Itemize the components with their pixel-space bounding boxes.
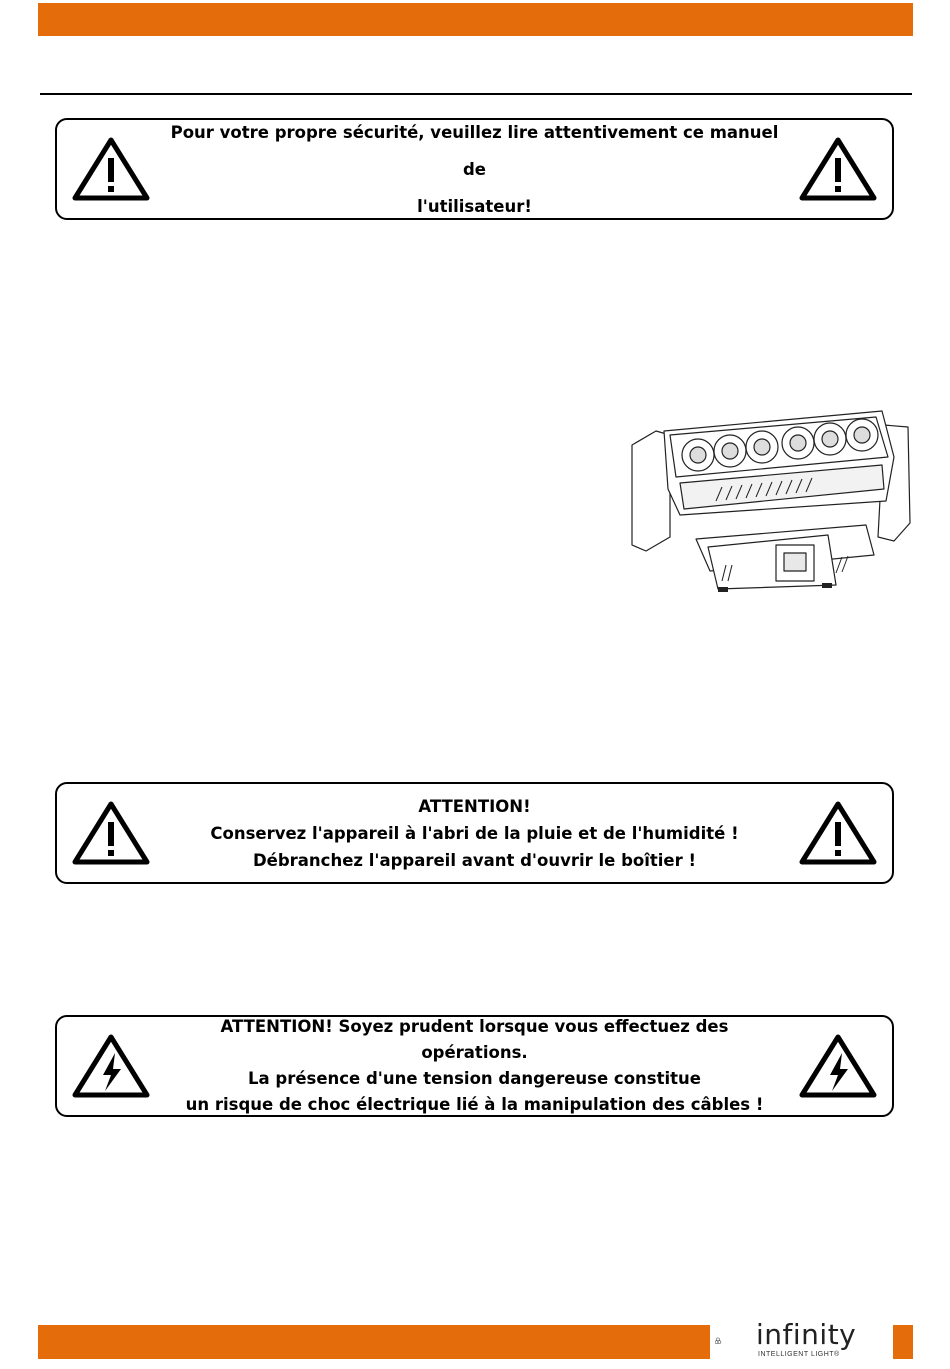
attention-heading: ATTENTION! [418,796,531,816]
infinity-logo-mark [715,1320,755,1362]
electric-hazard-icon [798,1033,878,1099]
electric-hazard-notice-box [55,1015,894,1117]
warning-triangle-icon [798,136,878,202]
infinity-logo-subtitle: INTELLIGENT LIGHT® [758,1351,840,1358]
safety-notice-box [55,118,894,220]
moving-head-bar-illustration [626,405,914,597]
electric-hazard-line-2: La présence d'une tension dangereuse constitue [247,1069,701,1088]
warning-triangle-icon [71,136,151,202]
safety-notice-line-2: l'utilisateur! [417,196,532,216]
warning-triangle-icon [798,800,878,866]
electric-hazard-line-1: ATTENTION! Soyez prudent lorsque vous effectuez des opérations. [220,1017,729,1062]
header-bar [38,3,913,36]
attention-line-3: Débranchez l'appareil avant d'ouvrir le boîtier ! [252,850,697,870]
electric-hazard-icon [71,1033,151,1099]
infinity-logo-text: infinity [756,1318,857,1351]
warning-triangle-icon [71,800,151,866]
footer-bar [38,1325,710,1359]
footer-bar-end [893,1325,913,1359]
safety-notice-line-1: Pour votre propre sécurité, veuillez lire attentivement ce manuel de [170,122,779,179]
attention-notice-box [55,782,894,884]
attention-line-2: Conservez l'appareil à l'abri de la pluie et de l'humidité ! [210,823,739,843]
header-rule [40,93,912,95]
electric-hazard-line-3: un risque de choc électrique lié à la manipulation des câbles ! [185,1095,764,1114]
